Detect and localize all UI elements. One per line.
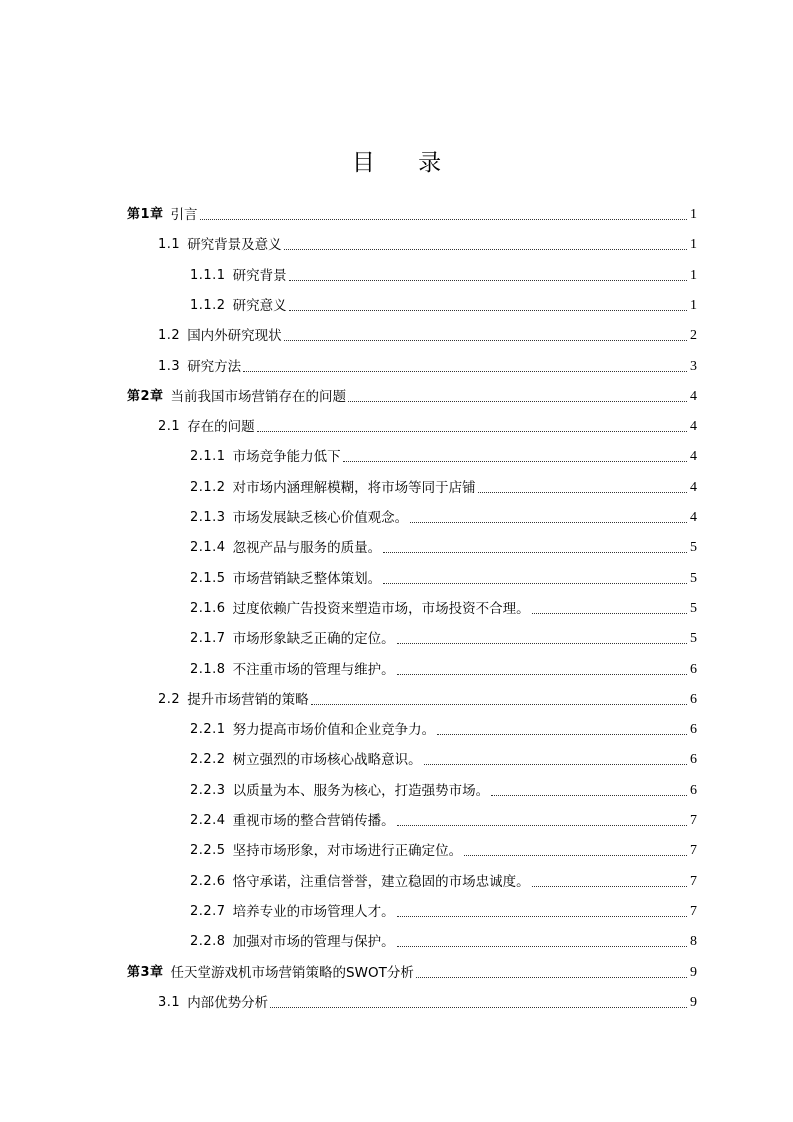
toc-page-number: 4 xyxy=(690,419,697,435)
toc-entry-title: 研究意义 xyxy=(232,297,287,314)
toc-page-number: 4 xyxy=(690,388,697,404)
toc-dot-leader xyxy=(243,370,687,372)
toc-dot-leader xyxy=(532,612,687,614)
toc-entry[interactable] xyxy=(190,807,697,835)
toc-entry-number: 2.2.8 xyxy=(190,934,226,950)
toc-page-number: 1 xyxy=(690,237,697,253)
toc-entry-number: 2.1.4 xyxy=(190,540,226,556)
toc-entry[interactable] xyxy=(190,837,697,865)
toc-dot-leader xyxy=(270,1006,687,1008)
toc-entry-number: 1.1.2 xyxy=(190,297,226,313)
toc-entry-title: 对市场内涵理解模糊，将市场等同于店铺 xyxy=(232,479,476,496)
toc-page-number: 5 xyxy=(690,570,697,586)
toc-dot-leader xyxy=(284,248,687,250)
toc-dot-leader xyxy=(397,824,687,826)
toc-entry-title: 研究背景 xyxy=(232,267,287,284)
toc-page-number: 7 xyxy=(690,813,697,828)
toc-entry-number: 2.1.3 xyxy=(190,510,226,525)
toc-entry-title: 研究背景及意义 xyxy=(187,237,282,254)
toc-page-number: 3 xyxy=(690,358,697,374)
toc-dot-leader xyxy=(478,491,687,493)
toc-page-number: 7 xyxy=(690,873,697,889)
toc-entry[interactable] xyxy=(190,595,697,623)
toc-entry-title: 市场形象缺乏正确的定位。 xyxy=(232,631,395,648)
toc-entry[interactable] xyxy=(190,928,697,956)
toc-page-number: 6 xyxy=(690,752,697,768)
toc-dot-leader xyxy=(532,885,687,887)
toc-page-number: 6 xyxy=(690,661,697,677)
toc-entry-title: 内部优势分析 xyxy=(187,994,269,1011)
toc-entry-title: 任天堂游戏机市场营销策略的SWOT分析 xyxy=(170,964,414,981)
toc-entry-title: 重视市场的整合营销传播。 xyxy=(232,813,395,829)
toc-dot-leader xyxy=(491,794,687,796)
toc-entry[interactable] xyxy=(158,413,697,441)
toc-dot-leader xyxy=(257,430,687,432)
toc-entry-number: 2.1.5 xyxy=(190,570,226,586)
toc-entry-title: 过度依赖广告投资来塑造市场，市场投资不合理。 xyxy=(232,600,530,617)
toc-entry-title: 不注重市场的管理与维护。 xyxy=(232,661,395,678)
toc-page-number: 7 xyxy=(690,903,697,919)
toc-entry[interactable] xyxy=(190,716,697,744)
toc-entry[interactable] xyxy=(190,565,697,593)
toc-entry-number: 2.2.3 xyxy=(190,782,226,798)
toc-page-number: 4 xyxy=(690,449,697,465)
toc-entry[interactable] xyxy=(190,443,697,471)
toc-entry[interactable] xyxy=(158,989,697,1017)
toc-dot-leader xyxy=(397,642,687,644)
toc-dot-leader xyxy=(289,279,687,281)
toc-entry[interactable] xyxy=(190,625,697,653)
toc-entry[interactable] xyxy=(127,959,697,987)
toc-dot-leader xyxy=(424,763,687,765)
toc-entry-number: 2.1.7 xyxy=(190,631,226,647)
toc-entry[interactable] xyxy=(158,231,697,259)
toc-page-number: 5 xyxy=(690,631,697,647)
toc-entry[interactable] xyxy=(190,292,697,320)
toc-page-number: 6 xyxy=(690,722,697,738)
toc-dot-leader xyxy=(343,460,687,462)
toc-entry-title: 市场发展缺乏核心价值观念。 xyxy=(232,510,409,526)
toc-entry-number: 1.1.1 xyxy=(190,267,226,283)
toc-dot-leader xyxy=(311,703,687,705)
toc-entry-title: 国内外研究现状 xyxy=(187,328,282,345)
toc-entry[interactable] xyxy=(190,746,697,774)
toc-page-number: 8 xyxy=(690,934,697,950)
toc-entry-title: 提升市场营销的策略 xyxy=(187,691,309,708)
toc-dot-leader xyxy=(348,400,687,402)
toc-entry-number: 2.1 xyxy=(158,419,181,435)
toc-entry-number: 第2章 xyxy=(127,388,164,404)
toc-entry[interactable] xyxy=(190,504,697,532)
toc-entry[interactable] xyxy=(190,656,697,684)
toc-dot-leader xyxy=(437,733,687,735)
toc-dot-leader xyxy=(397,673,687,675)
toc-page-number: 9 xyxy=(690,964,697,980)
toc-page-number: 2 xyxy=(690,328,697,344)
toc-dot-leader xyxy=(383,582,687,584)
toc-entry-number: 2.1.1 xyxy=(190,449,226,465)
toc-entry-title: 存在的问题 xyxy=(187,419,255,436)
toc-entry-title: 努力提高市场价值和企业竞争力。 xyxy=(232,722,436,739)
toc-page-number: 1 xyxy=(690,267,697,283)
toc-entry[interactable] xyxy=(190,898,697,926)
toc-dot-leader xyxy=(289,309,687,311)
toc-dot-leader xyxy=(410,521,687,523)
toc-entry-number: 1.3 xyxy=(158,358,181,374)
toc-entry[interactable] xyxy=(158,322,697,350)
toc-page-number: 9 xyxy=(690,994,697,1010)
toc-entry-title: 忽视产品与服务的质量。 xyxy=(232,540,382,557)
toc-dot-leader xyxy=(416,976,687,978)
toc-page-number: 4 xyxy=(690,479,697,495)
toc-entry[interactable] xyxy=(127,201,697,229)
toc-page-number: 7 xyxy=(690,843,697,859)
toc-entry[interactable] xyxy=(190,777,697,805)
toc-page-number: 5 xyxy=(690,600,697,616)
toc-page-number: 6 xyxy=(690,782,697,798)
toc-entry[interactable] xyxy=(190,534,697,562)
toc-entry[interactable] xyxy=(158,686,697,714)
toc-page-number: 4 xyxy=(690,510,697,525)
toc-entry-number: 2.2.7 xyxy=(190,903,226,919)
toc-entry-title: 当前我国市场营销存在的问题 xyxy=(170,388,347,405)
toc-entry-number: 2.2.1 xyxy=(190,722,226,738)
toc-entry-number: 2.1.8 xyxy=(190,661,226,677)
toc-entry-number: 2.2.6 xyxy=(190,873,226,889)
toc-entry[interactable] xyxy=(190,868,697,896)
toc-entry-number: 3.1 xyxy=(158,994,181,1010)
toc-page-number: 1 xyxy=(690,297,697,313)
toc-entry[interactable] xyxy=(190,474,697,502)
toc-page-number: 1 xyxy=(690,207,697,222)
toc-entry-number: 第3章 xyxy=(127,964,164,980)
toc-dot-leader xyxy=(383,551,687,553)
toc-dot-leader xyxy=(284,339,687,341)
toc-entry[interactable] xyxy=(158,353,697,381)
toc-entry-title: 研究方法 xyxy=(187,358,242,375)
toc-entry-number: 2.2 xyxy=(158,691,181,707)
toc-entry-number: 2.2.4 xyxy=(190,813,226,828)
toc-entry-title: 树立强烈的市场核心战略意识。 xyxy=(232,752,422,769)
toc-entry[interactable] xyxy=(190,262,697,290)
toc-page-number: 5 xyxy=(690,540,697,556)
toc-entry-title: 培养专业的市场管理人才。 xyxy=(232,903,395,920)
toc-entry-title: 引言 xyxy=(170,207,198,223)
toc-entry-number: 1.1 xyxy=(158,237,181,253)
toc-entry-title: 恪守承诺，注重信誉誉，建立稳固的市场忠诚度。 xyxy=(232,873,530,890)
toc-entry-number: 2.1.6 xyxy=(190,600,226,616)
toc-page-number: 6 xyxy=(690,691,697,707)
toc-entry-number: 第1章 xyxy=(127,207,164,222)
toc-entry-number: 2.1.2 xyxy=(190,479,226,495)
toc-entry-number: 1.2 xyxy=(158,328,181,344)
toc-entry-number: 2.2.2 xyxy=(190,752,226,768)
toc-dot-leader xyxy=(200,218,687,220)
toc-dot-leader xyxy=(464,854,687,856)
toc-dot-leader xyxy=(397,915,687,917)
toc-entry[interactable] xyxy=(127,383,697,411)
toc-dot-leader xyxy=(397,945,687,947)
toc-entry-title: 坚持市场形象，对市场进行正确定位。 xyxy=(232,843,463,860)
toc-entry-title: 市场竞争能力低下 xyxy=(232,449,341,466)
page-title: 目 录 xyxy=(351,150,460,176)
toc-entry-number: 2.2.5 xyxy=(190,843,226,859)
toc-entry-title: 市场营销缺乏整体策划。 xyxy=(232,570,382,587)
toc-entry-title: 以质量为本、服务为核心，打造强势市场。 xyxy=(232,782,490,799)
toc-entry-title: 加强对市场的管理与保护。 xyxy=(232,934,395,951)
